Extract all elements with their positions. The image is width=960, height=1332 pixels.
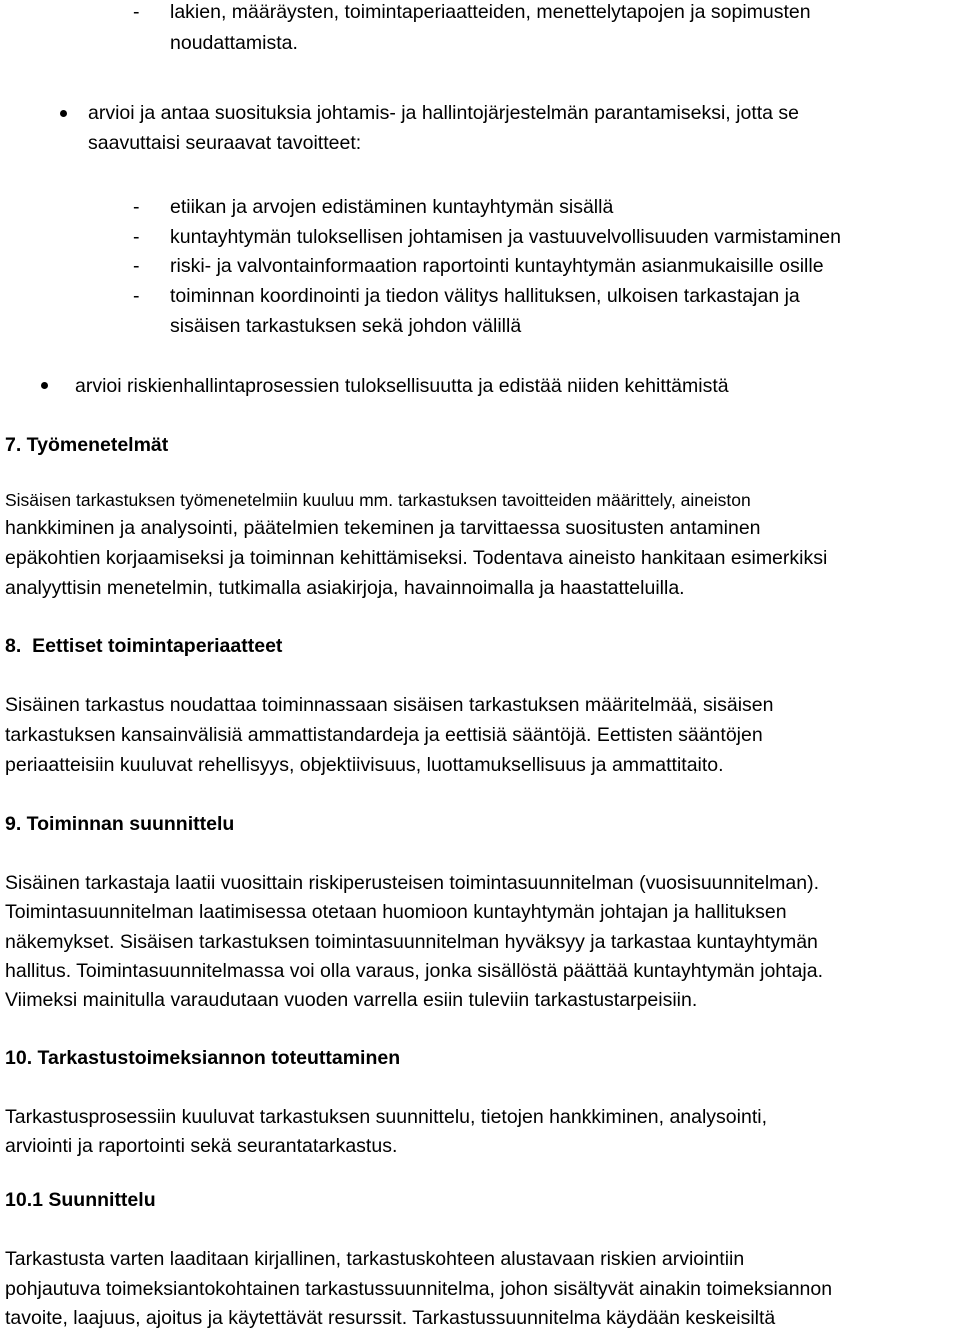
section-heading: 10.1 Suunnittelu xyxy=(5,1189,156,1211)
paragraph-line: tarkastuksen kansainvälisiä ammattistandardeja ja eettisiä sääntöjä. Eettisten sääntöjen xyxy=(5,724,763,746)
bullet-icon xyxy=(41,382,48,389)
paragraph-line: Tarkastusta varten laaditaan kirjallinen, tarkastuskohteen alustavaan riskien arviointiin xyxy=(5,1248,745,1270)
list-dash: - xyxy=(133,226,140,248)
list-item-text: etiikan ja arvojen edistäminen kuntayhtymän sisällä xyxy=(170,196,614,218)
paragraph-line: Sisäinen tarkastaja laatii vuosittain riskiperusteisen toimintasuunnitelman (vuosisuunnitelman). xyxy=(5,872,819,894)
paragraph-line: Viimeksi mainitulla varaudutaan vuoden varrella esiin tuleviin tarkastustarpeisiin. xyxy=(5,989,698,1011)
bullet-text: saavuttaisi seuraavat tavoitteet: xyxy=(88,132,362,154)
paragraph-line: hankkiminen ja analysointi, päätelmien tekeminen ja tarvittaessa suositusten antaminen xyxy=(5,517,761,539)
bullet-icon xyxy=(60,110,67,117)
paragraph-line: näkemykset. Sisäisen tarkastuksen toimintasuunnitelman hyväksyy ja tarkastaa kuntayhtymän xyxy=(5,931,818,953)
paragraph-line: pohjautuva toimeksiantokohtainen tarkastussuunnitelma, johon sisältyvät ainakin toimeksiannon xyxy=(5,1278,833,1300)
paragraph-line: Tarkastusprosessiin kuuluvat tarkastuksen suunnittelu, tietojen hankkiminen, analysointi, xyxy=(5,1106,767,1128)
paragraph-line: periaatteisiin kuuluvat rehellisyys, objektiivisuus, luottamuksellisuus ja ammattitaito. xyxy=(5,754,724,776)
list-dash: - xyxy=(133,255,140,277)
paragraph-line: analyyttisin menetelmin, tutkimalla asiakirjoja, havainnoimalla ja haastatteluilla. xyxy=(5,577,685,599)
list-item-text: riski- ja valvontainformaation raportointi kuntayhtymän asianmukaisille osille xyxy=(170,255,824,277)
list-item-text: noudattamista. xyxy=(170,32,298,54)
paragraph-line: arviointi ja raportointi sekä seurantatarkastus. xyxy=(5,1135,398,1157)
paragraph-line: hallitus. Toimintasuunnitelmassa voi olla varaus, jonka sisällöstä päättää kuntayhtymän johtaja. xyxy=(5,960,824,982)
paragraph-line: Sisäinen tarkastus noudattaa toiminnassaan sisäisen tarkastuksen määritelmää, sisäisen xyxy=(5,694,774,716)
paragraph-line: Sisäisen tarkastuksen työmenetelmiin kuuluu mm. tarkastuksen tavoitteiden määrittely, aineiston xyxy=(5,490,751,510)
section-heading: 10. Tarkastustoimeksiannon toteuttaminen xyxy=(5,1047,401,1069)
paragraph-line: tavoite, laajuus, ajoitus ja käytettävät resurssit. Tarkastussuunnitelma käydään keskeisiltä xyxy=(5,1307,776,1329)
paragraph-line: Toimintasuunnitelman laatimisessa otetaan huomioon kuntayhtymän johtajan ja hallituksen xyxy=(5,901,787,923)
bullet-text: arvioi ja antaa suosituksia johtamis- ja hallintojärjestelmän parantamiseksi, jotta se xyxy=(88,102,800,124)
list-item-text: sisäisen tarkastuksen sekä johdon välillä xyxy=(170,315,522,337)
paragraph-line: epäkohtien korjaamiseksi ja toiminnan kehittämiseksi. Todentava aineisto hankitaan esimerkiksi xyxy=(5,547,828,569)
list-item-text: toiminnan koordinointi ja tiedon välitys hallituksen, ulkoisen tarkastajan ja xyxy=(170,285,800,307)
bullet-text: arvioi riskienhallintaprosessien tuloksellisuutta ja edistää niiden kehittämistä xyxy=(75,375,729,397)
list-dash: - xyxy=(133,196,140,218)
list-dash: - xyxy=(133,285,140,307)
list-dash: - xyxy=(133,1,140,23)
section-heading: 9. Toiminnan suunnittelu xyxy=(5,813,235,835)
section-heading: 7. Työmenetelmät xyxy=(5,434,169,456)
list-item-text: lakien, määräysten, toimintaperiaatteiden, menettelytapojen ja sopimusten xyxy=(170,1,811,23)
list-item-text: kuntayhtymän tuloksellisen johtamisen ja vastuuvelvollisuuden varmistaminen xyxy=(170,226,841,248)
section-heading: 8. Eettiset toimintaperiaatteet xyxy=(5,635,283,657)
